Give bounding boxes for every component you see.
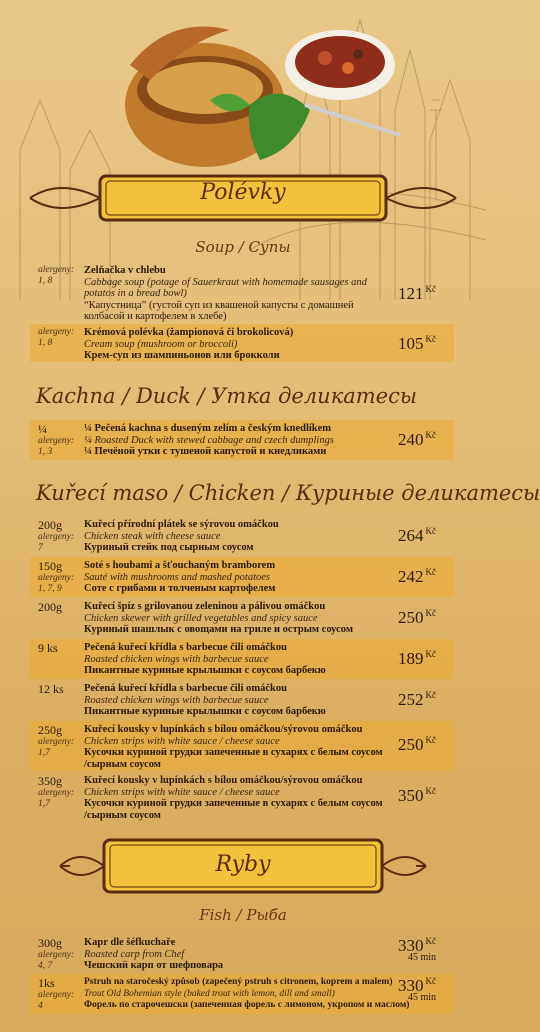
item-name-cz: Kuřecí přírodní plátek se sýrovou omáčkou bbox=[84, 519, 279, 530]
item-name-cz: Pstruh na staročeský způsob (zapečený pstruh s citronem, koprem a malem) bbox=[84, 977, 393, 987]
allergen-codes: 1, 7, 9 bbox=[38, 584, 62, 594]
item-name-ru: Пикантные куриные крылышки с соусом барбекю bbox=[84, 706, 326, 717]
item-name-en: Roasted carp from Chef bbox=[84, 948, 185, 960]
item-weight: 250g bbox=[38, 723, 62, 737]
item-name-ru: Соте с грибами и толченым картофелем bbox=[84, 583, 276, 594]
item-name-cz: Zelňačka v chlebu bbox=[84, 265, 166, 276]
allergen-codes: 7 bbox=[38, 543, 43, 553]
item-description bbox=[84, 423, 404, 458]
item-meta bbox=[38, 775, 86, 810]
item-name-cz: Kuřecí kousky v lupínkách s bílou omáčkou/sýrovou omáčkou bbox=[84, 724, 363, 735]
soups-banner-title: Polévky bbox=[200, 180, 286, 205]
item-name-en: Roasted chicken wings with barbecue sauce bbox=[84, 694, 269, 706]
allergen-codes: 1, 3 bbox=[38, 447, 53, 457]
item-meta bbox=[38, 265, 86, 287]
item-name-en: Sauté with mushrooms and mashed potatoes bbox=[84, 571, 270, 583]
item-name-en: Chicken steak with cheese sauce bbox=[84, 530, 221, 542]
fish-subheading: Fish / Рыба bbox=[199, 906, 287, 924]
item-name-cz: Krémová polévka (žampionová či brokolicová) bbox=[84, 327, 294, 338]
menu-item-soup-cream bbox=[30, 324, 454, 362]
fish-banner-title: Ryby bbox=[215, 852, 271, 877]
menu-item-chicken bbox=[30, 516, 454, 556]
item-weight: 200g bbox=[38, 600, 62, 614]
item-name-en: Cabbage soup (potage of Sauerkraut with homemade sausages and potatos in a bread bowl) bbox=[84, 276, 367, 299]
menu-item-chicken bbox=[30, 772, 454, 824]
item-name-ru: Куриный стейк под сырным соусом bbox=[84, 542, 254, 553]
item-meta bbox=[38, 327, 86, 349]
item-price: 121 $^{Kč}$ bbox=[398, 284, 436, 303]
item-name-ru: Кусочки куриной грудки запеченные в сухарях с белым соусом /сырным соусом bbox=[84, 798, 383, 821]
menu-item-chicken bbox=[30, 639, 454, 679]
item-name-en: ¼ Roasted Duck with stewed cabbage and czech dumplings bbox=[84, 434, 334, 446]
item-description bbox=[84, 601, 404, 636]
allergen-label: alergeny: bbox=[38, 327, 75, 337]
menu-item-fish bbox=[30, 974, 454, 1014]
item-description bbox=[84, 977, 414, 1012]
item-meta bbox=[38, 724, 86, 759]
item-name-en: Chicken skewer with grilled vegetables and spicy sauce bbox=[84, 612, 318, 624]
item-price: 350 $^{Kč}$ bbox=[398, 786, 436, 805]
item-description bbox=[84, 327, 404, 362]
item-name-en: Cream soup (mushroom or broccoli) bbox=[84, 338, 238, 350]
item-meta bbox=[38, 683, 86, 696]
allergen-label: alergeny: bbox=[38, 436, 75, 446]
item-weight: 9 ks bbox=[38, 641, 58, 655]
item-name-ru: Кусочки куриной грудки запеченные в сухарях с белым соусом /сырным соусом bbox=[84, 747, 383, 770]
allergen-label: alergeny: bbox=[38, 737, 75, 747]
item-name-cz: Soté s houbami a šťouchaným bramborem bbox=[84, 560, 276, 571]
item-name-ru: “Капустница” (густой суп из квашеной капусты с домашней колбасой и картофелем в хлебе) bbox=[84, 299, 354, 322]
menu-item-chicken bbox=[30, 721, 454, 771]
item-meta bbox=[38, 977, 86, 1012]
item-name-ru: Куриный шашлык с овощами на гриле и острым соусом bbox=[84, 624, 353, 635]
allergen-label: alergeny: bbox=[38, 788, 75, 798]
allergen-label: alergeny: bbox=[38, 950, 75, 960]
item-weight: 150g bbox=[38, 559, 62, 573]
item-name-ru: Чешский карп от шефповара bbox=[84, 960, 224, 971]
item-name-ru: Крем-суп из шампиньонов или брокколи bbox=[84, 350, 280, 361]
menu-item-chicken bbox=[30, 557, 454, 597]
item-description bbox=[84, 937, 404, 972]
item-price: 105 $^{Kč}$ bbox=[398, 334, 436, 353]
item-meta bbox=[38, 601, 86, 614]
allergen-codes: 1, 8 bbox=[38, 338, 53, 348]
soups-subheading: Soup / Супы bbox=[195, 238, 291, 256]
item-price: 252 $^{Kč}$ bbox=[398, 690, 436, 709]
item-description bbox=[84, 560, 404, 595]
item-name-cz: Kuřecí kousky v lupínkách s bílou omáčkou/sýrovou omáčkou bbox=[84, 775, 363, 786]
item-weight: 200g bbox=[38, 518, 62, 532]
menu-item-duck bbox=[30, 420, 454, 460]
allergen-label: alergeny: bbox=[38, 265, 75, 275]
item-price: 240 $^{Kč}$ bbox=[398, 430, 436, 449]
soup-bread-bowl-illustration bbox=[110, 10, 410, 175]
item-meta bbox=[38, 519, 86, 554]
item-name-cz: Pečená kuřecí křídla s barbecue čili omáčkou bbox=[84, 642, 287, 653]
item-description bbox=[84, 683, 404, 718]
menu-item-chicken bbox=[30, 680, 454, 720]
item-name-en: Trout Old Bohemian style (baked trout with lemon, dill and small) bbox=[84, 988, 335, 999]
duck-section-title: Kachna / Duck / Утка деликатесы bbox=[36, 384, 417, 408]
item-weight: 300g bbox=[38, 936, 62, 950]
item-name-en: Roasted chicken wings with barbecue sauce bbox=[84, 653, 269, 665]
chicken-section-title: Kuřecí maso / Chicken / Куриные деликатесы bbox=[36, 481, 540, 505]
item-name-cz: ¼ Pečená kachna s duseným zelím a českým knedlíkem bbox=[84, 423, 332, 434]
item-name-cz: Pečená kuřecí křídla s barbecue čili omáčkou bbox=[84, 683, 287, 694]
allergen-codes: 1,7 bbox=[38, 748, 50, 758]
item-meta bbox=[38, 560, 86, 595]
item-price: 330 $^{Kč}$ 45 min bbox=[398, 936, 436, 963]
item-price: 250 $^{Kč}$ bbox=[398, 608, 436, 627]
menu-item-chicken bbox=[30, 598, 454, 638]
item-description bbox=[84, 519, 404, 554]
item-description bbox=[84, 775, 384, 821]
item-weight: 12 ks bbox=[38, 682, 64, 696]
menu-item-soup-cabbage bbox=[30, 262, 454, 322]
item-meta bbox=[38, 423, 86, 458]
prep-time: 45 min bbox=[407, 952, 436, 963]
item-weight: 1ks bbox=[38, 976, 55, 990]
item-price: 250 $^{Kč}$ bbox=[398, 735, 436, 754]
item-name-ru: Пикантные куриные крылышки с соусом барбекю bbox=[84, 665, 326, 676]
allergen-codes: 1, 8 bbox=[38, 276, 53, 286]
item-name-en: Chicken strips with white sauce / cheese sauce bbox=[84, 786, 280, 798]
item-price: 330 $^{Kč}$ 45 min bbox=[398, 976, 436, 1003]
item-description bbox=[84, 265, 384, 323]
item-description bbox=[84, 724, 384, 770]
allergen-codes: 4 bbox=[38, 1001, 43, 1011]
item-name-ru: Форель по старочешски (запеченная форель с лимоном, укропом и маслом) bbox=[84, 1000, 410, 1010]
item-meta bbox=[38, 642, 86, 655]
allergen-codes: 4, 7 bbox=[38, 961, 53, 971]
allergen-codes: 1,7 bbox=[38, 799, 50, 809]
item-price: 242 $^{Kč}$ bbox=[398, 567, 436, 586]
item-price: 264 $^{Kč}$ bbox=[398, 526, 436, 545]
allergen-label: alergeny: bbox=[38, 990, 75, 1000]
menu-item-fish bbox=[30, 934, 454, 972]
item-name-cz: Kuřecí špíz s grilovanou zeleninou a pálivou omáčkou bbox=[84, 601, 326, 612]
item-weight: 350g bbox=[38, 774, 62, 788]
allergen-label: alergeny: bbox=[38, 573, 75, 583]
allergen-label: alergeny: bbox=[38, 532, 75, 542]
item-meta bbox=[38, 937, 86, 972]
item-weight: ¼ bbox=[38, 422, 47, 436]
item-price: 189 $^{Kč}$ bbox=[398, 649, 436, 668]
item-name-en: Chicken strips with white sauce / cheese sauce bbox=[84, 735, 280, 747]
item-description bbox=[84, 642, 404, 677]
item-name-ru: ¼ Печёной утки с тушеной капустой и кнедликами bbox=[84, 446, 327, 457]
item-name-cz: Kapr dle šéfkuchaře bbox=[84, 937, 176, 948]
prep-time: 45 min bbox=[407, 992, 436, 1003]
